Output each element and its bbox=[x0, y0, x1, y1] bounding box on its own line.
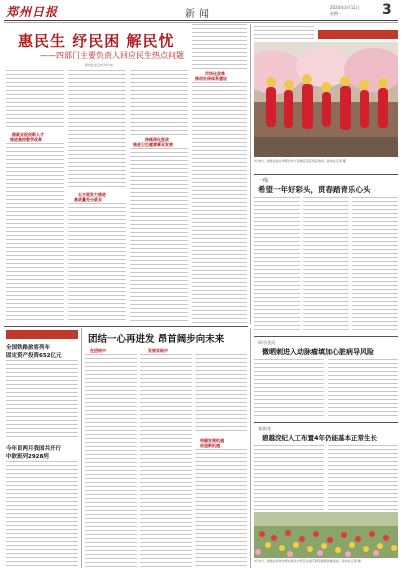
right-story2-kicker: 研讨/见问 bbox=[258, 340, 276, 345]
page-number: 3 bbox=[382, 2, 392, 18]
bottom-subhead-2: 发展实践中 bbox=[148, 348, 168, 353]
bottom-subhead-1: 在团结中 bbox=[90, 348, 106, 353]
lead-column-4b bbox=[192, 82, 247, 323]
bottom-col-3 bbox=[195, 354, 247, 434]
lead-subhead-1: 稳就业促创新人才 bbox=[12, 132, 44, 137]
brief-banner-label: 冰点 bbox=[32, 340, 45, 347]
brief-text-2 bbox=[6, 461, 78, 567]
divider-vertical-2 bbox=[250, 328, 251, 568]
masthead-rule-thin bbox=[4, 22, 398, 23]
right-story1-col-b bbox=[303, 197, 349, 332]
divider-vertical-brief bbox=[81, 328, 82, 568]
lead-column-1b bbox=[6, 143, 64, 323]
photo-flowers-top-image bbox=[254, 42, 398, 157]
brief-banner bbox=[6, 330, 78, 347]
lead-subtitle: ——四部门主要负责人回应民生热点问题 bbox=[40, 51, 184, 60]
issue-date: 2024年3月11日 bbox=[330, 5, 360, 10]
divider-right-1 bbox=[254, 174, 398, 175]
lead-column-2b bbox=[68, 203, 126, 323]
lead-column-3 bbox=[130, 70, 188, 135]
right-story3-col-a bbox=[254, 445, 324, 510]
photo-flowers-top bbox=[254, 42, 398, 157]
brief-title-3: 今年首两月我国共开行 bbox=[6, 446, 62, 452]
bottom-col-3b bbox=[195, 449, 247, 567]
photo-tulips-bottom-image bbox=[254, 512, 398, 558]
right-story1-col-c bbox=[352, 197, 398, 332]
brief-title-2: 固定资产投资652亿元 bbox=[6, 353, 62, 359]
bottom-col-2 bbox=[140, 354, 192, 567]
right-story2-col-a bbox=[254, 359, 324, 419]
divider-right-3 bbox=[254, 422, 398, 423]
lead-subhead-4: 高质量充分就业 bbox=[74, 197, 102, 202]
service-banner bbox=[318, 30, 398, 39]
divider-right-2 bbox=[254, 336, 398, 337]
lead-headline: 惠民生 纾民困 解民忧 bbox=[18, 32, 175, 50]
photo-tulips-bottom bbox=[254, 512, 398, 558]
right-story3-col-b bbox=[328, 445, 398, 510]
lead-subhead-7: 市场化改革 bbox=[205, 71, 225, 76]
right-story2-title: 微晒刺进入动脉瘤填加心脏病导风险 bbox=[262, 348, 374, 356]
lead-subhead-5: 持续深化医改 bbox=[145, 137, 169, 142]
lead-subhead-3: 五方面发力推进 bbox=[78, 192, 106, 197]
lead-byline: 新华社北京3月9日电 bbox=[85, 63, 113, 67]
bottom-headline: 团结一心再进发 昂首阔步向未来 bbox=[88, 334, 225, 345]
lead-column-4 bbox=[192, 24, 247, 69]
brief-title-1: 全国铁路旅客列车 bbox=[6, 345, 51, 351]
masthead bbox=[0, 0, 402, 22]
newspaper-logo: 郑州日报 bbox=[6, 5, 59, 19]
right-story1-kicker: 一线 bbox=[258, 178, 269, 184]
issue-weekday: 星期一 bbox=[330, 11, 342, 16]
right-story3-title: 碧越浣纪人工布置4年仍能基本正常生长 bbox=[262, 434, 378, 442]
lead-column-1 bbox=[6, 70, 64, 130]
divider-vertical-1 bbox=[250, 24, 251, 324]
bottom-subhead-3: 明确发展机遇 bbox=[200, 438, 224, 443]
photo-top-caption: 3月8日，游客在新乡市辉县市十里桃花景区赏花游玩。新华社记者 摄 bbox=[254, 159, 346, 163]
right-story3-kicker: 春游/花 bbox=[258, 426, 272, 431]
divider-left-brief bbox=[4, 326, 248, 327]
brief-text-1 bbox=[6, 360, 78, 440]
right-story2-col-b bbox=[328, 359, 398, 419]
brief-title-4: 中欧班列2928列 bbox=[6, 454, 49, 460]
right-story1-col-a bbox=[254, 197, 300, 332]
bottom-subhead-4: 创造新机遇 bbox=[200, 443, 220, 448]
masthead-rule bbox=[4, 20, 398, 21]
lead-subhead-8: 推动社保体系建设 bbox=[195, 76, 227, 81]
right-story1-title: 希望一年好彩头，贯春踏青乐心头 bbox=[258, 185, 371, 194]
lead-column-2 bbox=[68, 70, 126, 190]
lead-subhead-6: 推进卫生健康事业发展 bbox=[133, 142, 173, 147]
bottom-col-1 bbox=[85, 354, 137, 567]
section-title: 新闻 bbox=[185, 9, 213, 20]
photo-bottom-caption: 3月9日，游客在郑州市郑东新区中原花卉园艺研究园观赏郁金香。新华社记者 摄 bbox=[254, 559, 361, 563]
lead-column-3b bbox=[130, 148, 188, 323]
lead-subhead-2: 推进高校教学改革 bbox=[10, 137, 42, 142]
